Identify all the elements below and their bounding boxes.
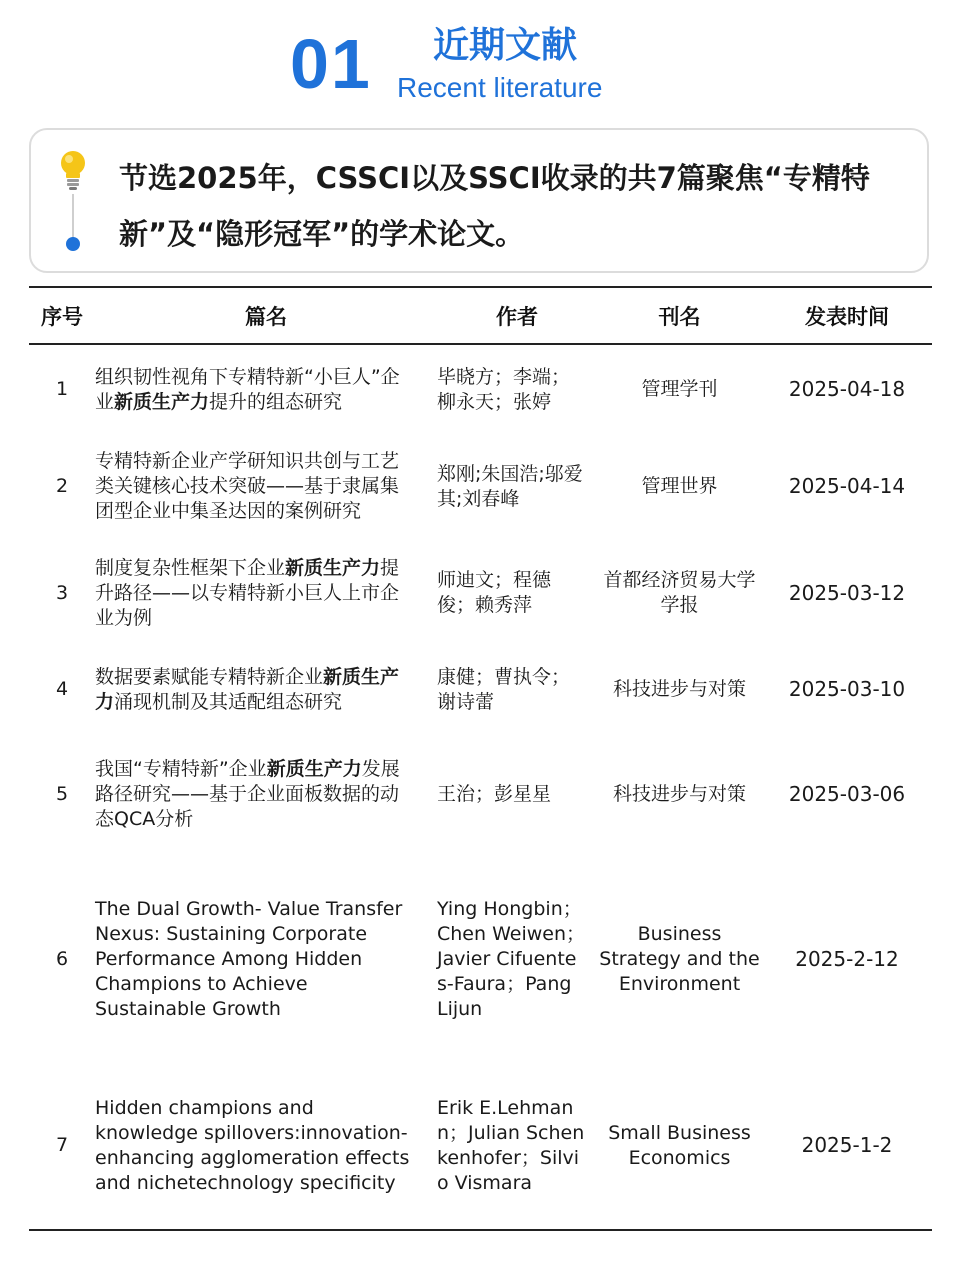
cell-date: 2025-04-18 [788,377,906,401]
lightbulb-icon [55,148,91,194]
header-no: 序号 [29,287,95,344]
cell-author: 师迪文；程德俊；赖秀萍 [437,569,552,616]
table-row [29,539,932,647]
section-number: 01 [290,25,372,103]
title-text: 发展路径研究——基于企业面板数据的动态QCA分析 [95,758,400,830]
cell-date: 2025-1-2 [762,1062,932,1230]
cell-author: 郑刚;朱国浩;邬爱其;刘春峰 [437,462,583,510]
cell-journal: 管理世界 [641,475,718,497]
table-row [29,732,932,857]
title-text: 我国“专精特新”企业 [95,758,267,780]
title-keyword: 新质生产力 [95,665,400,713]
title-text: 制度复杂性框架下企业 [95,556,286,579]
cell-journal: 科技进步与对策 [612,783,746,805]
cell-no: 6 [55,948,69,970]
cell-journal: 管理学刊 [641,378,718,400]
cell-journal: 首都经济贸易大学学报 [603,569,756,616]
cell-title [95,539,437,647]
cell-no: 4 [55,678,69,700]
intro-text: 节选2025年，CSSCI以及SSCI收录的共7篇聚焦“专精特新”及“隐形冠军”的学术论文。 [119,161,870,251]
table-body [29,344,932,1230]
table-row [29,857,932,1062]
intro-box [29,128,929,273]
cell-no: 7 [29,1062,95,1230]
cell-no: 1 [55,378,69,400]
title-text: The Dual Growth- Value Transfer Nexus: Sustaining Corporate Performance Among Hidden Champions to Achieve Sustainable Growth [95,898,403,1020]
table-row [29,344,932,434]
cell-date: 2025-03-06 [788,782,906,806]
title-text: 专精特新企业产学研知识共创与工艺类关键核心技术突破——基于隶属集团型企业中集圣达因的案例研究 [95,450,400,522]
section-title-cn: 近期文献 [433,25,578,66]
literature-table [29,286,932,1231]
cell-author: 康健；曹执令；谢诗蕾 [437,665,571,713]
cell-journal: Business Strategy and the Environment [599,923,760,995]
header-date: 发表时间 [762,287,932,344]
title-text: 涌现机制及其适配组态研究 [114,690,343,713]
cell-author: 王治；彭星星 [437,783,552,805]
header-title: 篇名 [95,287,437,344]
intro-marker [55,148,91,258]
cell-title [95,434,437,539]
title-text: 提升的组态研究 [209,390,343,413]
cell-date: 2025-03-10 [788,677,906,701]
title-keyword: 新质生产力 [114,390,210,413]
title-text: 提升路径——以专精特新小巨人上市企业为例 [95,556,400,629]
cell-journal: Small Business Economics [597,1062,762,1230]
cell-title [95,344,437,434]
title-text: Hidden champions and knowledge spillovers:innovation-enhancing agglomeration effects and nichetechnology specificity [95,1096,410,1194]
cell-date: 2025-03-12 [788,580,906,605]
cell-date: 2025-04-14 [788,474,906,498]
header-journal: 刊名 [597,287,762,344]
cell-title [95,1062,437,1230]
title-text: 数据要素赋能专精特新企业 [95,665,324,688]
cell-no: 5 [55,783,69,805]
table-row [29,434,932,539]
header-author: 作者 [437,287,597,344]
cell-no: 2 [55,475,69,497]
title-keyword: 新质生产力 [266,758,362,780]
cell-author: Ying Hongbin；Chen Weiwen；Javier Cifuentes-Faura；Pang Lijun [437,898,585,1020]
title-keyword: 新质生产力 [285,556,381,579]
section-title-en: Recent literature [397,72,603,103]
cell-date: 2025-2-12 [795,947,899,971]
cell-title [95,647,437,732]
table-row [29,1062,932,1230]
cell-author: Erik E.Lehmann；Julian Schenkenhofer；Silvio Vismara [437,1062,597,1230]
table-row [29,647,932,732]
title-text: 组织韧性视角下专精特新“小巨人”企业 [95,365,400,413]
bullet-dot [66,237,80,251]
cell-no: 3 [55,581,69,604]
table-header-row [29,287,932,344]
cell-journal: 科技进步与对策 [612,678,746,700]
cell-title [95,857,437,1062]
cell-author: 毕晓方；李端；柳永天；张婷 [437,365,571,413]
cell-title [95,732,437,857]
